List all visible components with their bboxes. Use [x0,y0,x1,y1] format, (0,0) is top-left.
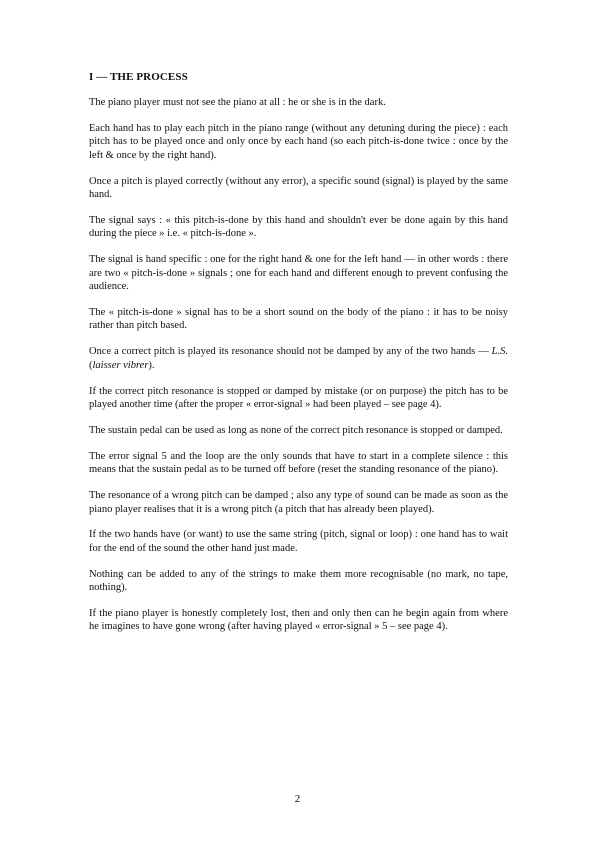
paragraph-signal-says: The signal says : « this pitch-is-done by this hand and shouldn't ever be done again by this hand during the piece » i.e. « pitch-is-done ». [89,214,508,240]
resonance-text-middle: ( [89,359,93,371]
paragraph-each-hand: Each hand has to play each pitch in the piano range (without any detuning during the piece) : each pitch has to be played once and only once by each hand (so each pitch-is-done twice : once by the left & once by the right hand). [89,122,508,161]
resonance-italic-laisser-vibrer: laisser vibrer [92,359,149,371]
resonance-text-before: Once a correct pitch is played its resonance should not be damped by any of the two hands — [89,346,492,358]
paragraph-sustain-pedal: The sustain pedal can be used as long as none of the correct pitch resonance is stopped or damped. [89,424,503,436]
paragraph-same-string: If the two hands have (or want) to use the same string (pitch, signal or loop) : one hand has to wait for the end of the sound the other hand just made. [89,529,508,554]
paragraph-nothing-added: Nothing can be added to any of the strings to make them more recognisable (no mark, no tape, nothing). [89,568,508,594]
paragraph-lost: If the piano player is honestly completely lost, then and only then can he begin again from where he imagines to have gone wrong (after having played « error-signal » 5 – see page 4). [89,608,508,633]
paragraph-hand-specific: The signal is hand specific : one for the right hand & one for the left hand — in other words : there are two « pitch-is-done » signals ; one for each hand and different enough to prevent confusing the audience. [89,254,508,293]
paragraph-short-sound: The « pitch-is-done » signal has to be a short sound on the body of the piano : it has to be noisy rather than pitch based. [89,306,508,332]
page-number: 2 [294,793,301,805]
paragraph-dark: The piano player must not see the piano at all : he or she is in the dark. [89,97,386,108]
paragraph-damped-by-mistake: If the correct pitch resonance is stopped or damped by mistake (or on purpose) the pitch has to be played another time (after the proper « error-signal » had been played – see page 4). [89,385,508,410]
paragraph-error-signal: The error signal 5 and the loop are the only sounds that have to start in a complete silence : this means that the sustain pedal as to be turned off before (reset the standing resonance of the piano). [89,450,508,476]
paragraph-resonance [89,345,508,372]
paragraph-signal-played: Once a pitch is played correctly (without any error), a specific sound (signal) is played by the same hand. [89,175,508,201]
page-content [89,70,508,646]
paragraph-wrong-pitch: The resonance of a wrong pitch can be damped ; also any type of sound can be made as soon as the piano player realises that it is a wrong pitch (a pitch that has already been played). [89,490,508,515]
resonance-italic-ls: L.S. [491,346,508,358]
section-heading: I — THE PROCESS [89,71,188,83]
resonance-text-after: ). [148,359,155,371]
